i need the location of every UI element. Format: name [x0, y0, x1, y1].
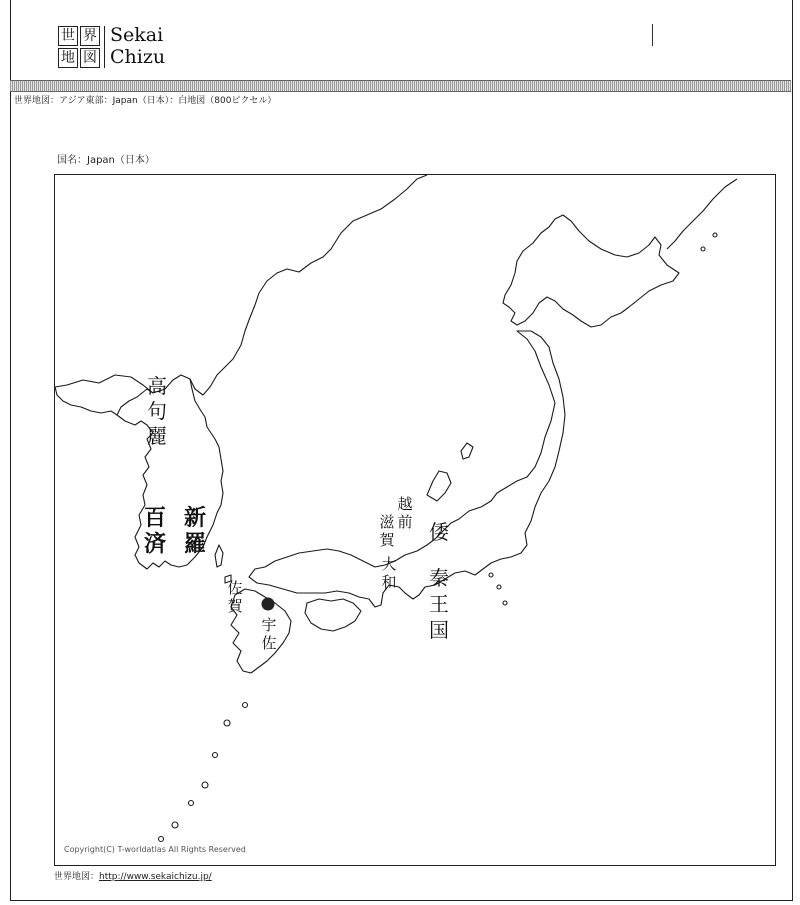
island [503, 601, 507, 605]
island [224, 720, 230, 726]
island [202, 782, 208, 788]
site-logo-mark[interactable] [58, 26, 100, 68]
map-labels [144, 374, 450, 652]
map-label-char: 越 [397, 495, 413, 513]
label-baekje [144, 506, 166, 557]
logo-divider [104, 26, 105, 68]
hokkaido-coast [503, 215, 679, 327]
map-label-char: 国 [429, 618, 449, 642]
footer [54, 869, 212, 882]
tsushima-island [215, 545, 223, 567]
label-echizen [397, 495, 412, 531]
map-label-char: 大 [381, 555, 397, 573]
map-label-char: 新 [183, 506, 207, 531]
site-logo-text[interactable] [110, 24, 165, 68]
label-wa [429, 520, 450, 544]
map-label-char: 羅 [183, 532, 207, 557]
logo-word-sekai: Sekai [110, 24, 164, 46]
map-label-wa: 倭 [429, 520, 449, 544]
island [243, 703, 248, 708]
honshu-coast [249, 331, 565, 607]
shikoku-coast [305, 599, 361, 631]
island [172, 822, 178, 828]
map-label-char: 高 [147, 374, 167, 398]
map-label-char: 賀 [227, 597, 243, 615]
map-label-char: 賀 [379, 531, 395, 549]
header-band [10, 80, 791, 92]
label-shiga [379, 513, 395, 549]
map-label-char: 宇 [261, 616, 277, 634]
logo-cell: 世 [58, 26, 78, 46]
site-link[interactable]: http://www.sekaichizu.jp/ [99, 872, 212, 882]
noto-peninsula [427, 471, 451, 501]
map-label-char: 王 [429, 592, 449, 616]
kuril-islands [667, 179, 737, 249]
logo-cell: 地 [58, 48, 78, 68]
liaodong-coast [55, 387, 117, 415]
label-goguryeo [147, 374, 167, 448]
peninsula-coast [117, 379, 223, 569]
label-silla [184, 505, 206, 557]
island [189, 801, 194, 806]
island [213, 753, 218, 758]
map-label-char: 和 [381, 573, 397, 591]
breadcrumb: 世界地図：アジア東部：Japan（日本）：白地図（800ピクセル） [14, 96, 277, 106]
island [701, 247, 705, 251]
map-label-char: 秦 [429, 566, 449, 590]
header-tick-mark [652, 24, 653, 46]
island [489, 573, 493, 577]
sado-island [461, 443, 473, 459]
map-label-char: 麗 [147, 424, 167, 448]
map-label-char: 句 [147, 399, 167, 423]
island [159, 837, 164, 842]
label-usa [261, 616, 276, 652]
blank-map-japan [55, 175, 775, 865]
map-label-char: 済 [143, 532, 167, 557]
usa-marker-icon [262, 598, 274, 610]
label-qin-kingdom [429, 566, 449, 642]
label-saga [227, 579, 243, 615]
logo-word-chizu: Chizu [110, 46, 166, 68]
label-yamato [381, 555, 396, 591]
map-label-char: 百 [143, 506, 167, 531]
map-label-char: 滋 [379, 513, 395, 531]
island [713, 233, 717, 237]
country-name: 国名：Japan（日本） [57, 155, 155, 166]
map-label-char: 佐 [227, 579, 243, 597]
footer-label: 世界地図： [54, 872, 100, 882]
mainland-coast [55, 175, 427, 395]
island [497, 585, 501, 589]
logo-cell: 界 [80, 26, 100, 46]
map-frame [54, 174, 776, 866]
map-label-char: 佐 [261, 634, 277, 652]
map-label-char: 前 [397, 513, 413, 531]
logo-cell: 図 [80, 48, 100, 68]
copyright-text: Copyright(C) T-worldatlas All Rights Reserved [64, 845, 246, 854]
